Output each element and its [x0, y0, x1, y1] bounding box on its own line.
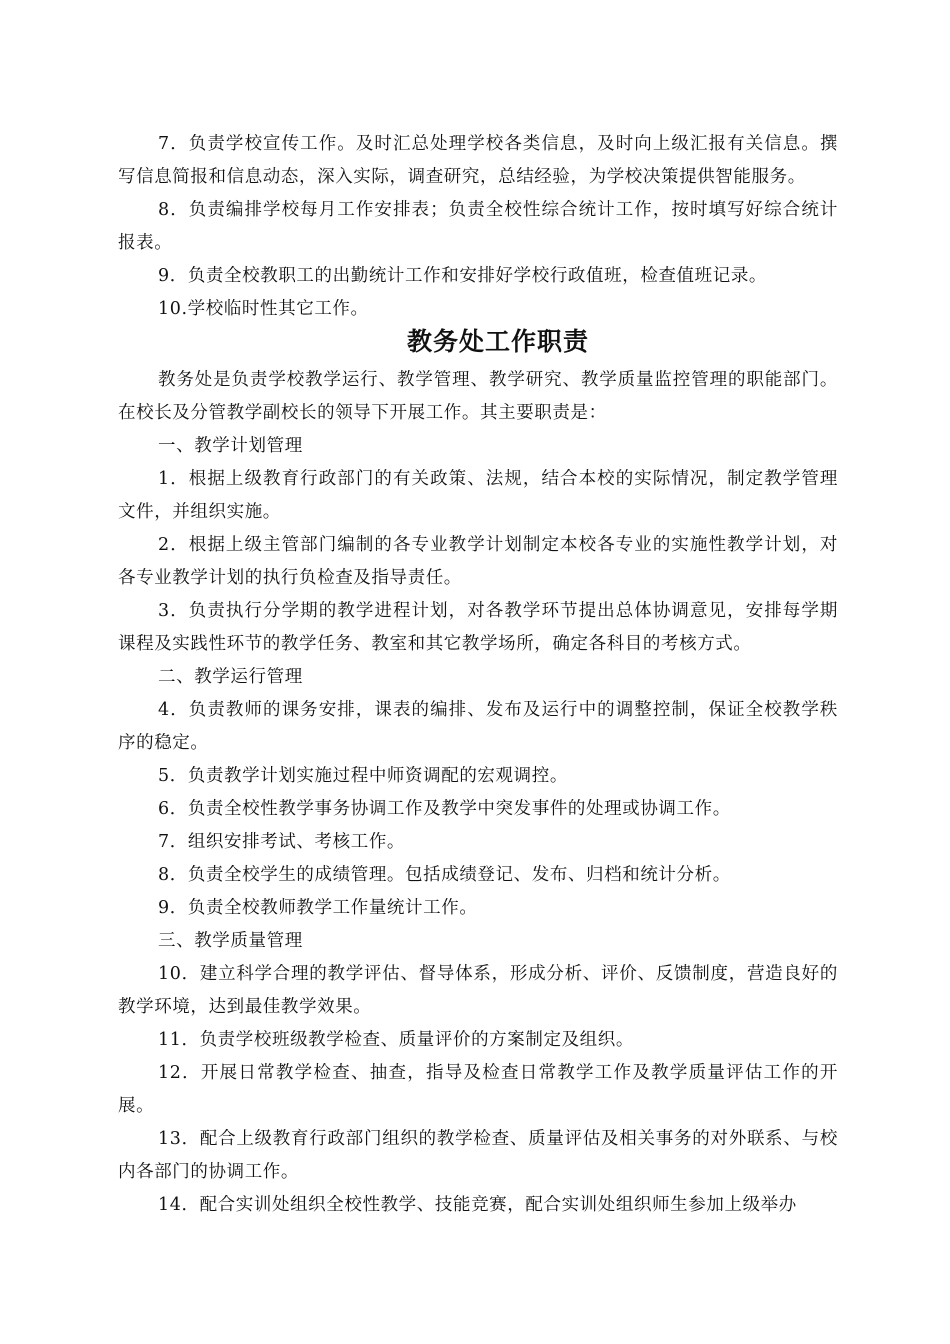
list-item: 12．开展日常教学检查、抽查，指导及检查日常教学工作及教学质量评估工作的开展。 — [118, 1063, 838, 1116]
list-item: 9．负责全校教职工的出勤统计工作和安排好学校行政值班，检查值班记录。 — [158, 266, 768, 286]
list-item: 11．负责学校班级教学检查、质量评价的方案制定及组织。 — [158, 1030, 634, 1050]
list-item: 6．负责全校性教学事务协调工作及教学中突发事件的处理或协调工作。 — [158, 799, 731, 819]
list-item: 8．负责全校学生的成绩管理。包括成绩登记、发布、归档和统计分析。 — [158, 865, 731, 885]
list-item: 2．根据上级主管部门编制的各专业教学计划制定本校各专业的实施性教学计划，对各专业教学计划的执行负检查及指导责任。 — [118, 535, 838, 588]
list-item: 7．组织安排考试、考核工作。 — [158, 832, 406, 852]
intro-paragraph: 教务处是负责学校教学运行、教学管理、教学研究、教学质量监控管理的职能部门。在校长及分管教学副校长的领导下开展工作。其主要职责是： — [118, 370, 838, 423]
list-item: 14．配合实训处组织全校性教学、技能竞赛，配合实训处组织师生参加上级举办 — [158, 1195, 797, 1215]
section-heading: 一、教学计划管理 — [158, 436, 303, 456]
list-item: 8．负责编排学校每月工作安排表；负责全校性综合统计工作，按时填写好综合统计报表。 — [118, 200, 838, 253]
list-item: 7．负责学校宣传工作。及时汇总处理学校各类信息，及时向上级汇报有关信息。撰写信息简报和信息动态，深入实际，调查研究，总结经验，为学校决策提供智能服务。 — [118, 134, 838, 187]
page-title: 教务处工作职责 — [406, 327, 589, 356]
section-heading: 二、教学运行管理 — [158, 667, 303, 687]
list-item: 9．负责全校教师教学工作量统计工作。 — [158, 898, 478, 918]
list-item: 10．建立科学合理的教学评估、督导体系，形成分析、评价、反馈制度，营造良好的教学环境，达到最佳教学效果。 — [118, 964, 838, 1017]
list-item: 5．负责教学计划实施过程中师资调配的宏观调控。 — [158, 766, 568, 786]
list-item: 13．配合上级教育行政部门组织的教学检查、质量评估及相关事务的对外联系、与校内各部门的协调工作。 — [118, 1129, 838, 1182]
section-heading: 三、教学质量管理 — [158, 931, 303, 951]
list-item: 4．负责教师的课务安排，课表的编排、发布及运行中的调整控制，保证全校教学秩序的稳定。 — [118, 700, 838, 753]
list-item: 10.学校临时性其它工作。 — [158, 299, 369, 319]
list-item: 1．根据上级教育行政部门的有关政策、法规，结合本校的实际情况，制定教学管理文件，并组织实施。 — [118, 469, 838, 522]
document-body — [118, 128, 838, 1222]
list-item: 3．负责执行分学期的教学进程计划，对各教学环节提出总体协调意见，安排每学期课程及实践性环节的教学任务、教室和其它教学场所，确定各科目的考核方式。 — [118, 601, 838, 654]
